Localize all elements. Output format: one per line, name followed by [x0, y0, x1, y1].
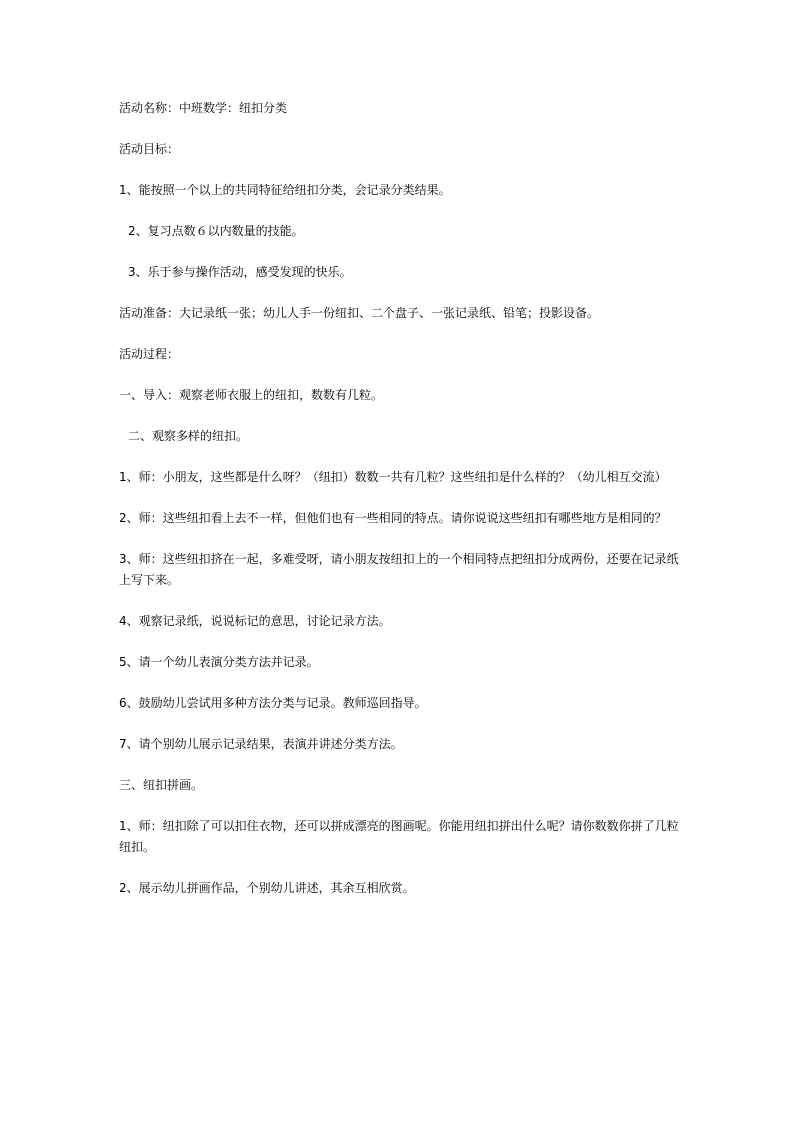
section-heading: 二、观察多样的纽扣。 — [128, 429, 249, 443]
process-step: 5、请一个幼儿表演分类方法并记录。 — [119, 655, 319, 669]
process-step: 2、师：这些纽扣看上去不一样，但他们也有一些相同的特点。请你说说这些纽扣有哪些地方是相同的？ — [119, 511, 667, 525]
goal-item: 3、乐于参与操作活动，感受发现的快乐。 — [128, 265, 352, 279]
process-heading: 活动过程： — [119, 347, 180, 361]
process-step: 7、请个别幼儿展示记录结果，表演并讲述分类方法。 — [119, 737, 403, 751]
goal-item: 1、能按照一个以上的共同特征给纽扣分类，会记录分类结果。 — [119, 183, 451, 197]
goal-item: 2、复习点数６以内数量的技能。 — [128, 224, 304, 238]
process-step: 3、师：这些纽扣挤在一起，多难受呀，请小朋友按纽扣上的一个相同特点把纽扣分成两份，还要在记录纸上写下来。 — [119, 552, 679, 587]
activity-title: 活动名称：中班数学：纽扣分类 — [119, 101, 288, 115]
goals-heading: 活动目标： — [119, 142, 180, 156]
section-heading: 三、纽扣拼画。 — [119, 778, 204, 792]
process-step: 6、鼓励幼儿尝试用多种方法分类与记录。教师巡回指导。 — [119, 696, 427, 710]
preparation-paragraph: 活动准备：大记录纸一张；幼儿人手一份纽扣、二个盘子、一张记录纸、铅笔；投影设备。 — [119, 306, 600, 320]
document-body — [119, 98, 684, 919]
process-step: 1、师：纽扣除了可以扣住衣物，还可以拼成漂亮的图画呢。你能用纽扣拼出什么呢？请你数数你拼了几粒纽扣。 — [119, 819, 679, 854]
process-step: 1、师：小朋友，这些都是什么呀？（纽扣）数数一共有几粒？这些纽扣是什么样的？（幼儿相互交流） — [119, 470, 667, 484]
process-step: 2、展示幼儿拼画作品，个别幼儿讲述，其余互相欣赏。 — [119, 881, 415, 895]
section-heading: 一、导入：观察老师衣服上的纽扣，数数有几粒。 — [119, 388, 384, 402]
process-step: 4、观察记录纸，说说标记的意思，讨论记录方法。 — [119, 614, 391, 628]
